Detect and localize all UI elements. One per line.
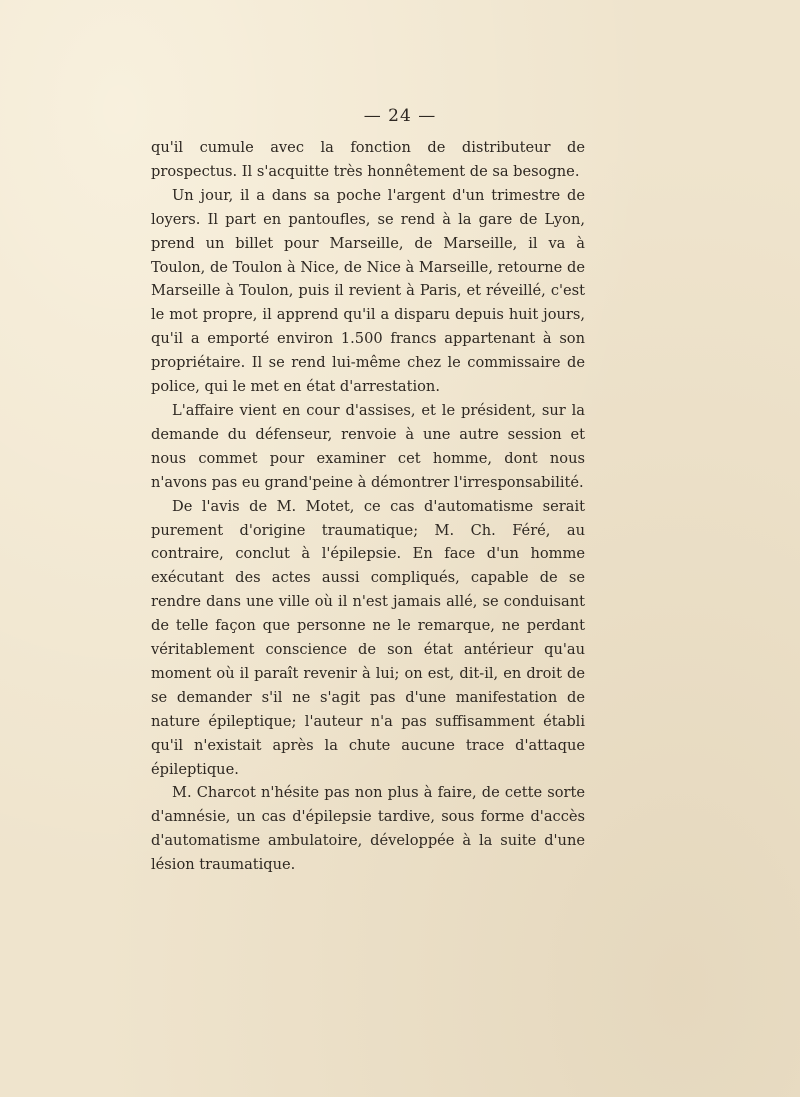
paragraph-1: qu'il cumule avec la fonction de distributeur de prospectus. Il s'acquitte très honnêtement de sa besogne. [151,139,585,180]
paragraph-5: M. Charcot n'hésite pas non plus à faire, de cette sorte d'amnésie, un cas d'épilepsie tardive, sous forme d'accès d'automatisme ambulatoire, développée à la suite d'une lésion traumatique. [151,784,585,874]
paragraph-3: L'affaire vient en cour d'assises, et le président, sur la demande du défenseur, renvoie à une autre session et nous commet pour examiner cet homme, dont nous n'avons pas eu grand'peine à démontrer l'irresponsabilité. [151,401,585,491]
page-number: — 24 — [363,106,437,126]
paragraph-2: Un jour, il a dans sa poche l'argent d'un trimestre de loyers. Il part en pantoufles, se rend à la gare de Lyon, prend un billet pour Marseille, de Marseille, il va à Toulon, de Toulon à Nice, de Nice à Marseille, retourne de Marseille à Toulon, puis il revient à Paris, et réveillé, c'est le mot propre, il apprend qu'il a disparu depuis huit jours, qu'il a emporté environ 1.500 francs appartenant à son propriétaire. Il se rend lui-même chez le commissaire de police, qui le met en état d'arrestation. [151,186,585,396]
paragraph-4: De l'avis de M. Motet, ce cas d'automatisme serait purement d'origine traumatique; M. Ch. Féré, au contraire, conclut à l'épilepsie. En face d'un homme exécutant des actes aussi compliqués, capable de se rendre dans une ville où il n'est jamais allé, se conduisant de telle façon que personne ne le remarque, ne perdant véritablement conscience de son état antérieur qu'au moment où il paraît revenir à lui; on est, dit-il, en droit de se demander s'il ne s'agit pas d'une manifestation de nature épileptique; l'auteur n'a pas suffisamment établi qu'il n'existait après la chute aucune trace d'attaque épileptique. [151,497,585,778]
body-text [151,136,585,877]
